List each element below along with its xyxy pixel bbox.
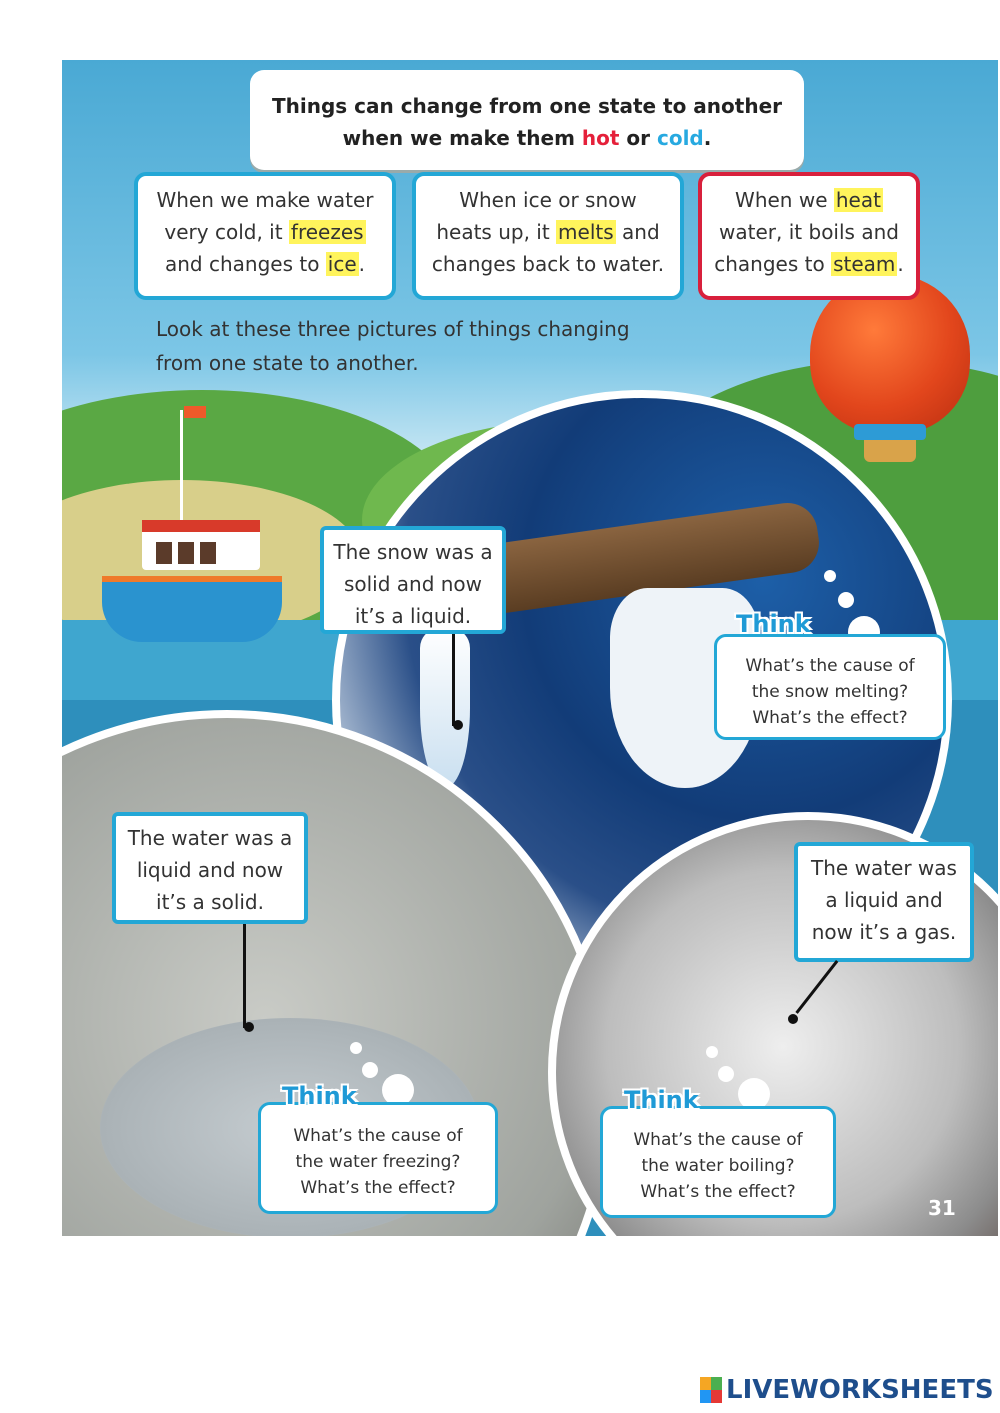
think-box-snow: What’s the cause of the snow melting? What’s the effect? xyxy=(714,634,946,740)
label-ice: The water was a liquid and now it’s a solid. xyxy=(112,812,308,924)
think-box-steam: What’s the cause of the water boiling? What’s the effect? xyxy=(600,1106,836,1218)
watermark-text: LIVEWORKSHEETS xyxy=(726,1375,994,1405)
hot-air-balloon xyxy=(810,274,970,464)
pointer-dot-ice xyxy=(244,1022,254,1032)
keyword-melts: melts xyxy=(558,220,614,244)
keyword-steam: steam xyxy=(833,252,896,276)
fact-box-boiling: When we heat water, it boils and changes to steam . xyxy=(698,172,920,300)
thought-bubble-medium xyxy=(838,592,854,608)
thought-bubble-medium xyxy=(362,1062,378,1078)
label-snow: The snow was a solid and now it’s a liquid. xyxy=(320,526,506,634)
liveworksheets-watermark[interactable] xyxy=(700,1372,994,1408)
pointer-dot-steam xyxy=(788,1014,798,1024)
think-box-ice: What’s the cause of the water freezing? What’s the effect? xyxy=(258,1102,498,1214)
thought-bubble-small xyxy=(824,570,836,582)
thought-bubble-small xyxy=(706,1046,718,1058)
label-steam: The water was a liquid and now it’s a gas. xyxy=(794,842,974,962)
page-number: 31 xyxy=(928,1196,956,1220)
keyword-freezes: freezes xyxy=(290,220,364,244)
hot-word: hot xyxy=(581,126,620,150)
fact-box-melting: When ice or snow heats up, it melts and changes back to water. xyxy=(412,172,684,300)
intro-text: Look at these three pictures of things changing from one state to another. xyxy=(156,317,630,375)
thought-bubble-small xyxy=(350,1042,362,1054)
header-line-1: Things can change from one state to another xyxy=(271,94,782,118)
keyword-ice: ice xyxy=(327,252,357,276)
icicle xyxy=(420,628,470,788)
header-line-2: when we make them hot or cold. xyxy=(342,126,712,150)
think-title-steam: Think xyxy=(624,1086,699,1114)
fishing-boat xyxy=(102,400,302,650)
pointer-dot-snow xyxy=(453,720,463,730)
textbook-page xyxy=(62,60,998,1236)
cold-word: cold xyxy=(656,126,704,150)
fact-box-freezing: When we make water very cold, it freezes and changes to ice . xyxy=(134,172,396,300)
pointer-snow xyxy=(452,634,455,726)
think-title-ice: Think xyxy=(282,1082,357,1110)
liveworksheets-logo-icon xyxy=(700,1377,722,1403)
thought-bubble-medium xyxy=(718,1066,734,1082)
keyword-heat: heat xyxy=(835,188,881,212)
think-title-snow: Think xyxy=(736,610,811,638)
header-box xyxy=(250,70,804,170)
pointer-ice xyxy=(243,924,246,1028)
